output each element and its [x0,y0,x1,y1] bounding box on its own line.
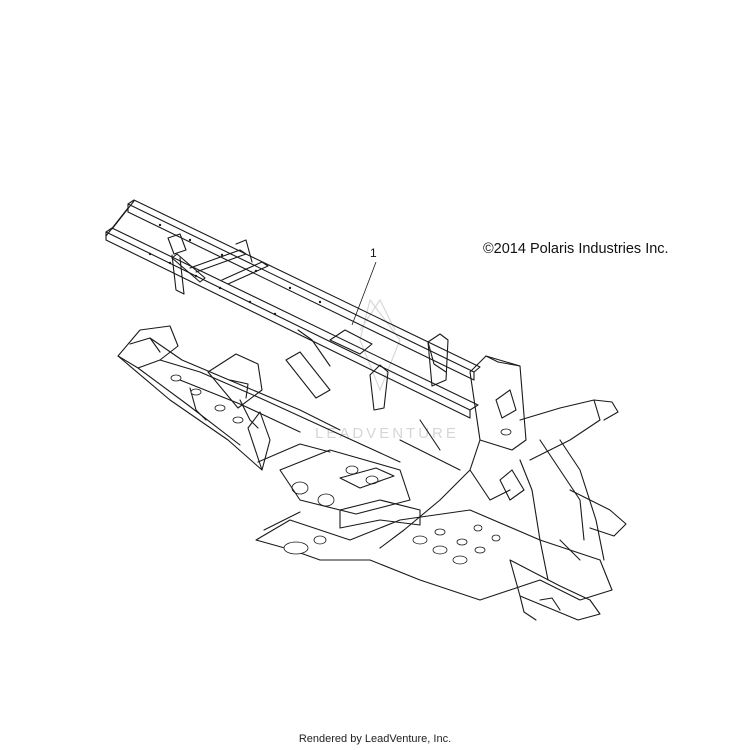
main-frame [118,326,400,470]
front-suspension-mounts [510,540,600,620]
copyright-notice: ©2014 Polaris Industries Inc. [483,241,669,257]
part-callout-number: 1 [370,246,377,260]
floor-pan [256,450,612,600]
render-credit: Rendered by LeadVenture, Inc. [298,733,452,745]
rear-uprights [286,330,448,410]
watermark-text: LEADVENTURE [315,425,459,442]
front-tower [380,356,626,580]
